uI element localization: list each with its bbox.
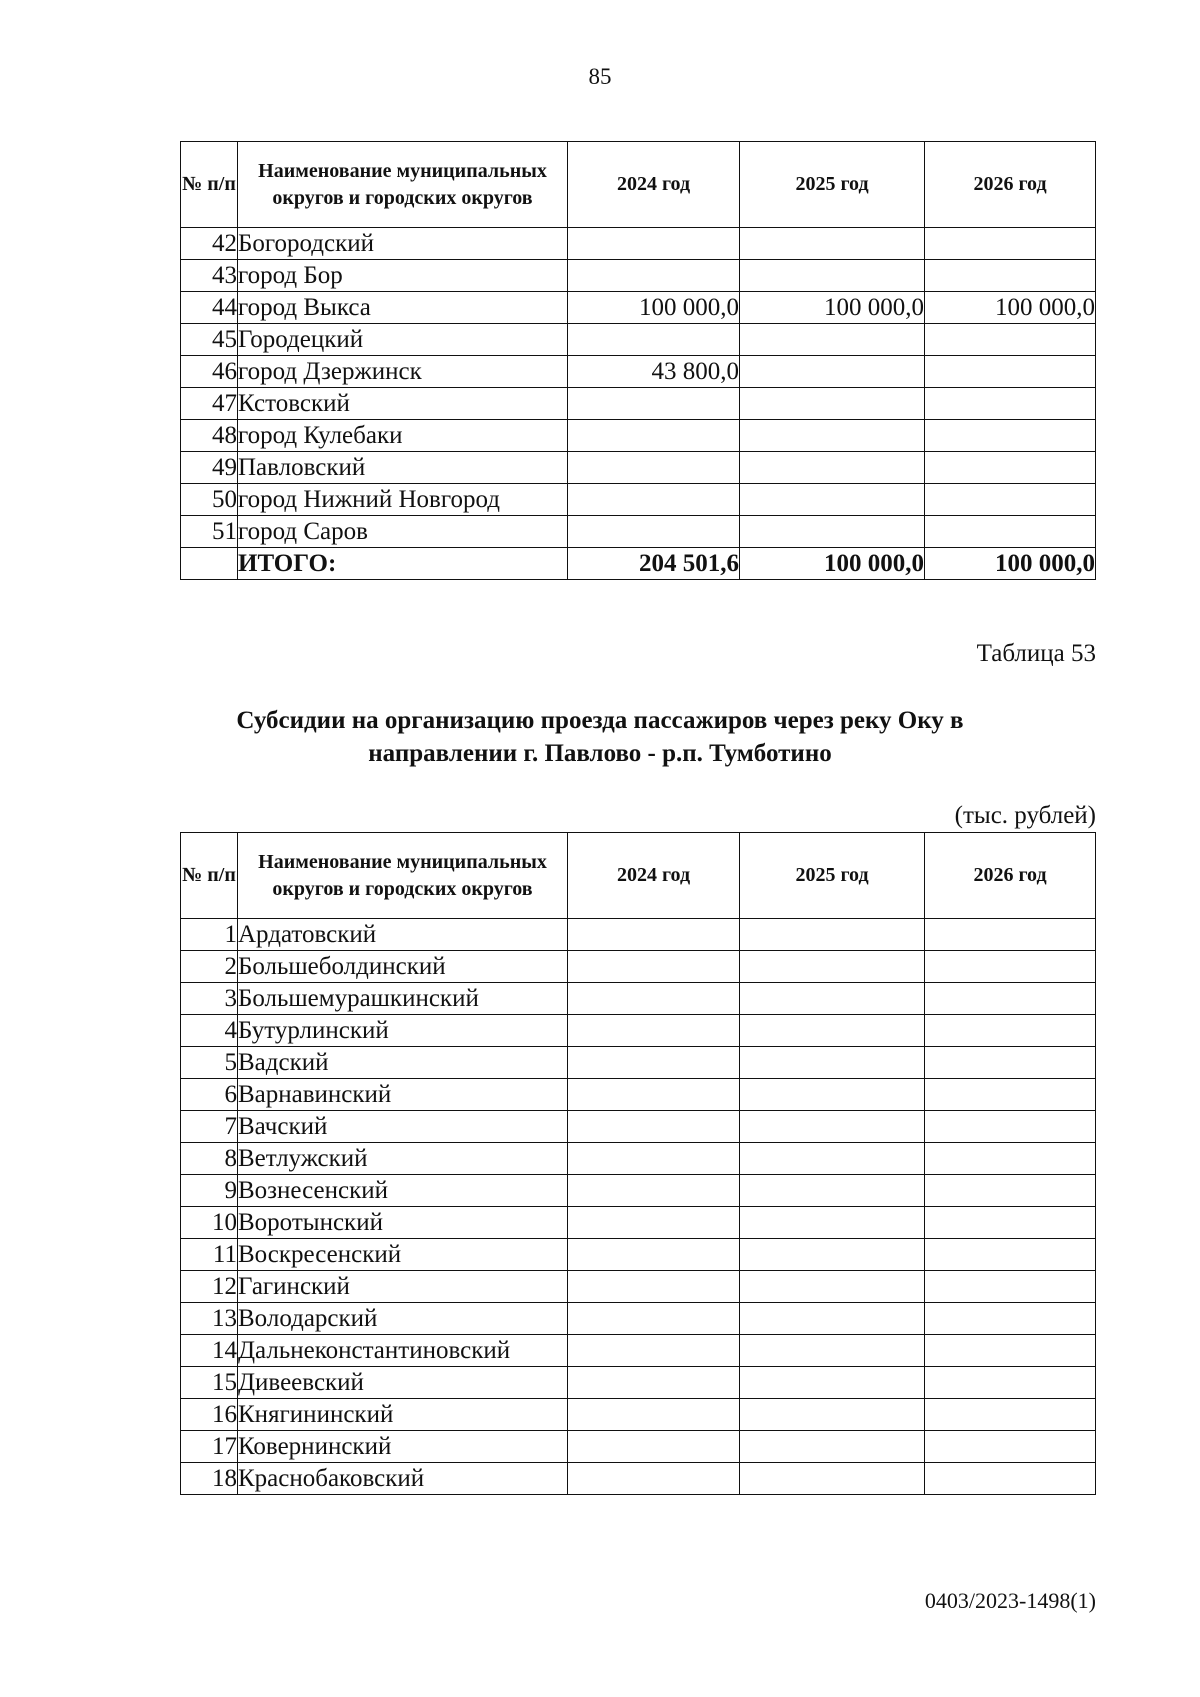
value-2024	[568, 951, 740, 983]
table-row	[181, 228, 1096, 260]
value-2024	[568, 484, 740, 516]
row-number: 3	[181, 983, 238, 1015]
header-name: Наименование муниципальных округов и городских округов	[238, 833, 568, 919]
row-number: 8	[181, 1143, 238, 1175]
value-2024	[568, 516, 740, 548]
units-label: (тыс. рублей)	[954, 802, 1096, 829]
total-2025: 100 000,0	[740, 548, 925, 580]
table-row	[181, 484, 1096, 516]
table-row	[181, 1015, 1096, 1047]
value-2024	[568, 1463, 740, 1495]
table-row	[181, 452, 1096, 484]
table-header-row	[181, 833, 1096, 919]
value-2026	[925, 388, 1096, 420]
value-2026	[925, 1143, 1096, 1175]
page-number: 85	[588, 64, 612, 89]
table-row	[181, 1303, 1096, 1335]
document-code: 0403/2023-1498(1)	[924, 1588, 1096, 1613]
value-2026	[925, 1239, 1096, 1271]
header-2024: 2024 год	[568, 142, 740, 228]
table-row	[181, 356, 1096, 388]
district-name: Вадский	[238, 1047, 568, 1079]
district-name: Воротынский	[238, 1207, 568, 1239]
district-name: город Бор	[238, 260, 568, 292]
value-2025	[740, 1175, 925, 1207]
value-2024	[568, 919, 740, 951]
table-row	[181, 388, 1096, 420]
value-2025	[740, 1463, 925, 1495]
value-2025	[740, 452, 925, 484]
district-name: Ардатовский	[238, 919, 568, 951]
district-name: Варнавинский	[238, 1079, 568, 1111]
value-2024	[568, 1015, 740, 1047]
table-body	[181, 228, 1096, 548]
value-2024: 100 000,0	[568, 292, 740, 324]
value-2025	[740, 1303, 925, 1335]
header-num: № п/п	[181, 142, 238, 228]
table-row	[181, 1079, 1096, 1111]
value-2026	[925, 1271, 1096, 1303]
total-label: ИТОГО:	[238, 548, 568, 580]
row-number: 4	[181, 1015, 238, 1047]
header-num: № п/п	[181, 833, 238, 919]
value-2025	[740, 1399, 925, 1431]
header-name: Наименование муниципальных округов и городских округов	[238, 142, 568, 228]
value-2025	[740, 324, 925, 356]
value-2025	[740, 1047, 925, 1079]
value-2025	[740, 919, 925, 951]
district-name: Княгининский	[238, 1399, 568, 1431]
district-name: Вознесенский	[238, 1175, 568, 1207]
table-row	[181, 516, 1096, 548]
value-2026	[925, 1015, 1096, 1047]
header-2026: 2026 год	[925, 833, 1096, 919]
row-number: 10	[181, 1207, 238, 1239]
value-2024	[568, 324, 740, 356]
table-row	[181, 951, 1096, 983]
total-row	[181, 548, 1096, 580]
table-row	[181, 1047, 1096, 1079]
table-row	[181, 1399, 1096, 1431]
table-row	[181, 1335, 1096, 1367]
value-2025	[740, 1015, 925, 1047]
value-2025: 100 000,0	[740, 292, 925, 324]
table-row	[181, 1271, 1096, 1303]
district-name: Бутурлинский	[238, 1015, 568, 1047]
value-2025	[740, 983, 925, 1015]
value-2024	[568, 1239, 740, 1271]
table-title-line-2: направлении г. Павлово - р.п. Тумботино	[368, 740, 832, 767]
row-number: 6	[181, 1079, 238, 1111]
value-2024	[568, 1079, 740, 1111]
value-2024	[568, 1175, 740, 1207]
table-row	[181, 292, 1096, 324]
value-2024	[568, 452, 740, 484]
value-2024	[568, 983, 740, 1015]
row-number: 11	[181, 1239, 238, 1271]
row-number: 45	[181, 324, 238, 356]
district-name: Большеболдинский	[238, 951, 568, 983]
table-row	[181, 1431, 1096, 1463]
row-number: 1	[181, 919, 238, 951]
value-2026	[925, 1431, 1096, 1463]
value-2026	[925, 1335, 1096, 1367]
value-2026	[925, 1047, 1096, 1079]
table-header-row	[181, 142, 1096, 228]
value-2024	[568, 1431, 740, 1463]
value-2025	[740, 1271, 925, 1303]
row-number: 50	[181, 484, 238, 516]
row-number: 17	[181, 1431, 238, 1463]
value-2025	[740, 1111, 925, 1143]
district-name: Володарский	[238, 1303, 568, 1335]
table-title	[150, 704, 1050, 770]
value-2025	[740, 1239, 925, 1271]
value-2026	[925, 516, 1096, 548]
header-2025: 2025 год	[740, 142, 925, 228]
value-2024	[568, 260, 740, 292]
row-number: 51	[181, 516, 238, 548]
value-2026	[925, 1399, 1096, 1431]
district-name: Большемурашкинский	[238, 983, 568, 1015]
value-2025	[740, 1207, 925, 1239]
value-2025	[740, 951, 925, 983]
value-2024	[568, 1335, 740, 1367]
table-row	[181, 1239, 1096, 1271]
row-number: 46	[181, 356, 238, 388]
table-row	[181, 919, 1096, 951]
value-2026	[925, 1111, 1096, 1143]
value-2025	[740, 1079, 925, 1111]
value-2026	[925, 1079, 1096, 1111]
value-2026	[925, 1463, 1096, 1495]
value-2025	[740, 1431, 925, 1463]
row-number: 42	[181, 228, 238, 260]
value-2026	[925, 484, 1096, 516]
total-num-cell	[181, 548, 238, 580]
value-2024	[568, 1143, 740, 1175]
district-name: Городецкий	[238, 324, 568, 356]
row-number: 44	[181, 292, 238, 324]
row-number: 16	[181, 1399, 238, 1431]
row-number: 5	[181, 1047, 238, 1079]
district-name: Воскресенский	[238, 1239, 568, 1271]
district-name: город Выкса	[238, 292, 568, 324]
district-name: город Дзержинск	[238, 356, 568, 388]
table-body	[181, 919, 1096, 1495]
row-number: 12	[181, 1271, 238, 1303]
value-2024	[568, 1047, 740, 1079]
row-number: 43	[181, 260, 238, 292]
table-previous-continuation	[180, 141, 1096, 580]
district-name: Кстовский	[238, 388, 568, 420]
row-number: 9	[181, 1175, 238, 1207]
district-name: Дивеевский	[238, 1367, 568, 1399]
row-number: 14	[181, 1335, 238, 1367]
value-2024	[568, 1271, 740, 1303]
district-name: Гагинский	[238, 1271, 568, 1303]
value-2025	[740, 484, 925, 516]
row-number: 2	[181, 951, 238, 983]
table-row	[181, 1111, 1096, 1143]
header-2026: 2026 год	[925, 142, 1096, 228]
value-2025	[740, 1367, 925, 1399]
header-2025: 2025 год	[740, 833, 925, 919]
table-caption: Таблица 53	[976, 640, 1096, 667]
total-2026: 100 000,0	[925, 548, 1096, 580]
value-2026	[925, 1207, 1096, 1239]
value-2024	[568, 1367, 740, 1399]
value-2024	[568, 1111, 740, 1143]
district-name: Богородский	[238, 228, 568, 260]
row-number: 48	[181, 420, 238, 452]
table-row	[181, 1207, 1096, 1239]
value-2026	[925, 228, 1096, 260]
value-2025	[740, 356, 925, 388]
row-number: 49	[181, 452, 238, 484]
value-2024	[568, 228, 740, 260]
district-name: Ковернинский	[238, 1431, 568, 1463]
value-2026	[925, 951, 1096, 983]
value-2025	[740, 260, 925, 292]
value-2025	[740, 1335, 925, 1367]
value-2024	[568, 1207, 740, 1239]
value-2026	[925, 1175, 1096, 1207]
value-2024: 43 800,0	[568, 356, 740, 388]
table-row	[181, 1143, 1096, 1175]
table-row	[181, 260, 1096, 292]
value-2025	[740, 1143, 925, 1175]
table-row	[181, 1463, 1096, 1495]
district-name: Ветлужский	[238, 1143, 568, 1175]
value-2026	[925, 260, 1096, 292]
table-title-line-1: Субсидии на организацию проезда пассажиров через реку Оку в	[236, 707, 964, 734]
value-2026: 100 000,0	[925, 292, 1096, 324]
row-number: 15	[181, 1367, 238, 1399]
row-number: 47	[181, 388, 238, 420]
district-name: Дальнеконстантиновский	[238, 1335, 568, 1367]
value-2025	[740, 388, 925, 420]
value-2024	[568, 420, 740, 452]
value-2026	[925, 324, 1096, 356]
district-name: город Саров	[238, 516, 568, 548]
value-2026	[925, 356, 1096, 388]
value-2024	[568, 1303, 740, 1335]
row-number: 13	[181, 1303, 238, 1335]
value-2026	[925, 1303, 1096, 1335]
header-2024: 2024 год	[568, 833, 740, 919]
value-2026	[925, 420, 1096, 452]
district-name: город Кулебаки	[238, 420, 568, 452]
row-number: 18	[181, 1463, 238, 1495]
table-row	[181, 324, 1096, 356]
table-row	[181, 1175, 1096, 1207]
table-row	[181, 420, 1096, 452]
total-2024: 204 501,6	[568, 548, 740, 580]
value-2026	[925, 452, 1096, 484]
district-name: город Нижний Новгород	[238, 484, 568, 516]
table-row	[181, 1367, 1096, 1399]
value-2026	[925, 1367, 1096, 1399]
district-name: Краснобаковский	[238, 1463, 568, 1495]
value-2026	[925, 983, 1096, 1015]
table-53	[180, 832, 1096, 1495]
row-number: 7	[181, 1111, 238, 1143]
value-2024	[568, 1399, 740, 1431]
value-2025	[740, 420, 925, 452]
value-2026	[925, 919, 1096, 951]
value-2025	[740, 228, 925, 260]
district-name: Вачский	[238, 1111, 568, 1143]
district-name: Павловский	[238, 452, 568, 484]
value-2025	[740, 516, 925, 548]
value-2024	[568, 388, 740, 420]
table-row	[181, 983, 1096, 1015]
